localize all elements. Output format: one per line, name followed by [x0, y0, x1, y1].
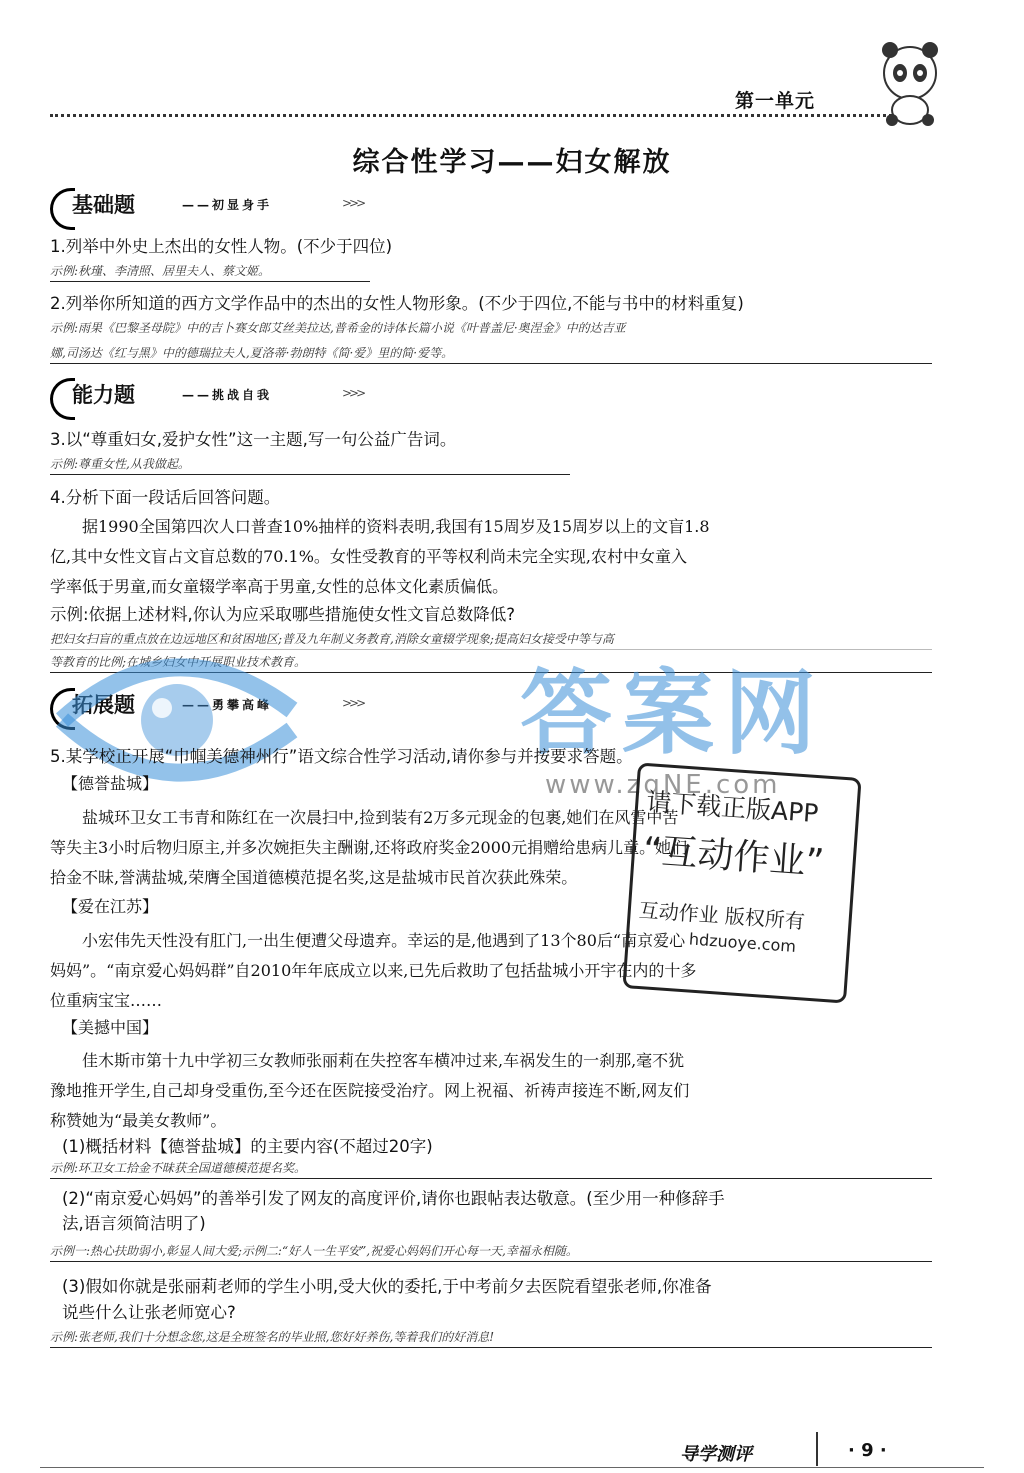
q5-sub1: (1)概括材料【德誉盐城】的主要内容(不超过20字) — [62, 1137, 433, 1156]
panda-mascot-icon — [870, 38, 950, 128]
page-number: · 9 · — [848, 1440, 887, 1461]
q5-sub2-line1: (2)“南京爱心妈妈”的善举引发了网友的高度评价,请你也跟帖表达敬意。(至少用一种修辞手 — [62, 1189, 725, 1208]
q4-answer-line2: 等教育的比例;在城乡妇女中开展职业技术教育。 — [50, 654, 932, 673]
q5-sub3-line1: (3)假如你就是张丽莉老师的学生小明,受大伙的委托,于中考前夕去医院看望张老师,你准备 — [62, 1277, 712, 1296]
footer-divider — [816, 1432, 818, 1466]
section-name: 拓展题 — [72, 693, 135, 717]
q5-sub2-line2: 法,语言须简洁明了) — [62, 1214, 206, 1233]
q4-material-line3: 学率低于男童,而女童辍学率高于男童,女性的总体文化素质偏低。 — [50, 577, 509, 596]
copyright-stamp — [622, 762, 861, 1003]
q5-material1-line1: 盐城环卫女工韦青和陈红在一次晨扫中,捡到装有2万多元现金的包裹,她们在风雪中苦 — [82, 808, 679, 827]
q1-text: 1.列举中外史上杰出的女性人物。(不少于四位) — [50, 237, 393, 256]
section-subtitle: ——初显身手 — [182, 198, 273, 212]
q5-sub3-answer: 示例:张老师,我们十分想念您,这是全班签名的毕业照,您好好养伤,等着我们的好消息! — [50, 1329, 932, 1348]
q4-material-line1: 据1990全国第四次人口普查10%抽样的资料表明,我国有15周岁及15周岁以上的文盲1.8 — [82, 517, 710, 536]
q5-material3-line2: 豫地推开学生,自己却身受重伤,至今还在医院接受治疗。网上祝福、祈祷声接连不断,网友们 — [50, 1081, 690, 1100]
stamp-line3: 互动作业 版权所有 — [638, 897, 806, 934]
arrows-icon: >>> — [342, 196, 364, 210]
q3-text: 3.以“尊重妇女,爱护女性”这一主题,写一句公益广告词。 — [50, 430, 457, 449]
q2-answer-line2: 娜,司汤达《红与黑》中的德瑞拉夫人,夏洛蒂·勃朗特《简·爱》里的简·爱等。 — [50, 345, 932, 364]
q5-tag-3: 【美撼中国】 — [62, 1018, 159, 1037]
q5-sub2-answer: 示例一:热心扶助弱小,彰显人间大爱;示例二:“好人一生平安”,祝爱心妈妈们开心每一天,幸福永相随。 — [50, 1243, 932, 1262]
q5-sub1-answer: 示例:环卫女工拾金不昧获全国道德模范提名奖。 — [50, 1160, 932, 1179]
watermark-site: 答案网 — [520, 660, 827, 767]
q5-sub3-line2: 说些什么让张老师宽心? — [62, 1303, 236, 1322]
page-title: 综合性学习——妇女解放 — [352, 147, 672, 178]
q5-material2-line3: 位重病宝宝…… — [50, 991, 163, 1010]
header-divider — [50, 114, 904, 117]
footer-title: 导学测评 — [680, 1444, 752, 1465]
q5-tag-1: 【德誉盐城】 — [62, 774, 159, 793]
q3-answer: 示例:尊重女性,从我做起。 — [50, 456, 570, 475]
q2-text: 2.列举你所知道的西方文学作品中的杰出的女性人物形象。(不少于四位,不能与书中的材料重复) — [50, 294, 744, 313]
section-name: 能力题 — [72, 383, 135, 407]
q5-material1-line3: 拾金不昧,誉满盐城,荣膺全国道德模范提名奖,这是盐城市民首次获此殊荣。 — [50, 868, 578, 887]
q5-tag-2: 【爱在江苏】 — [62, 897, 159, 916]
q4-text: 4.分析下面一段话后回答问题。 — [50, 488, 281, 507]
q2-answer-line1: 示例:雨果《巴黎圣母院》中的吉卜赛女郎艾丝美拉达,普希金的诗体长篇小说《叶普盖尼·奥涅金》中的达吉亚 — [50, 321, 626, 335]
q5-text: 5.某学校正开展“巾帼美德神州行”语文综合性学习活动,请你参与并按要求答题。 — [50, 747, 633, 766]
section-subtitle: ——挑战自我 — [182, 388, 273, 402]
q5-material1-line2: 等失主3小时后物归原主,并多次婉拒失主酬谢,还将政府奖金2000元捐赠给患病儿童。她们 — [50, 838, 688, 857]
footer-rule — [40, 1467, 984, 1468]
q5-material2-line1: 小宏伟先天性没有肛门,一出生便遭父母遗弃。幸运的是,他遇到了13个80后“南京爱心 — [82, 931, 686, 950]
q5-material2-line2: 妈妈”。“南京爱心妈妈群”自2010年年底成立以来,已先后救助了包括盐城小开宇在内的十多 — [50, 961, 697, 980]
unit-label: 第一单元 — [735, 90, 816, 112]
q4-question: 示例:依据上述材料,你认为应采取哪些措施使女性文盲总数降低? — [50, 605, 516, 624]
section-basic — [50, 186, 370, 226]
q4-answer-line1: 把妇女扫盲的重点放在边远地区和贫困地区;普及九年制义务教育,消除女童辍学现象;提高妇女接受中等与高 — [50, 631, 932, 650]
q5-material3-line1: 佳木斯市第十九中学初三女教师张丽莉在失控客车横冲过来,车祸发生的一刹那,毫不犹 — [82, 1051, 685, 1070]
stamp-line1: 请下载正版APP — [645, 787, 820, 829]
watermark-url: www.zqNE.com — [545, 770, 781, 800]
q4-material-line2: 亿,其中女性文盲占文盲总数的70.1%。女性受教育的平等权利尚未完全实现,农村中女童入 — [50, 547, 688, 566]
section-ability — [50, 376, 370, 416]
q1-answer: 示例:秋瑾、李清照、居里夫人、蔡文姬。 — [50, 263, 370, 282]
section-name: 基础题 — [72, 193, 135, 217]
arrows-icon: >>> — [342, 696, 364, 710]
section-subtitle: ——勇攀高峰 — [182, 698, 273, 712]
stamp-line2: “互动作业” — [641, 830, 826, 884]
q5-material3-line3: 称赞她为“最美女教师”。 — [50, 1111, 227, 1130]
stamp-line4: hdzuoye.com — [688, 929, 797, 956]
arrows-icon: >>> — [342, 386, 364, 400]
